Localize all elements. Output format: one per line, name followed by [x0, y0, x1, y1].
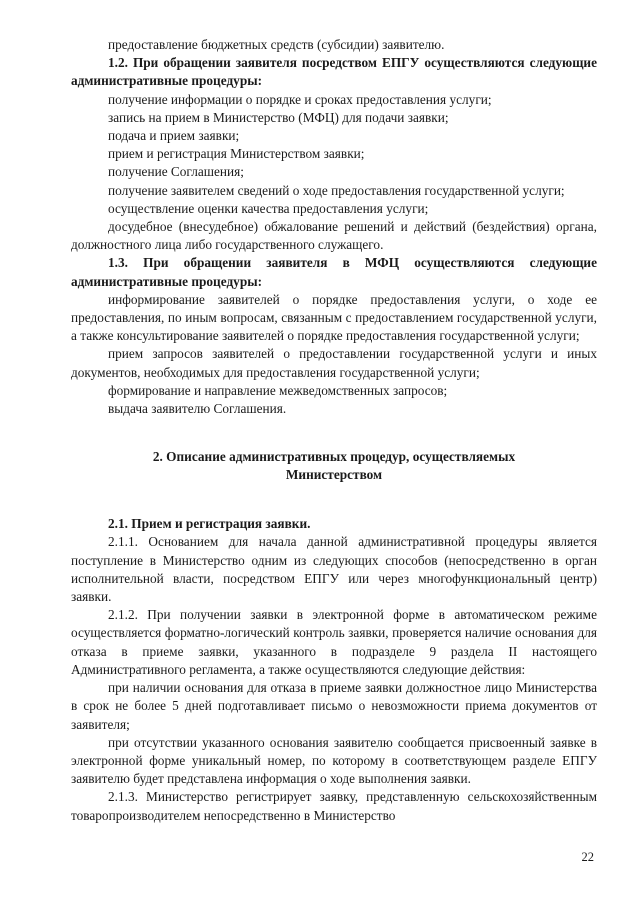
list-item: прием запросов заявителей о предоставлении государственной услуги и иных документов, необходимых для предоставления государственной услуги; — [71, 346, 597, 380]
section-heading: 2. Описание административных процедур, осуществляемых Министерством — [152, 448, 516, 482]
list-item: выдача заявителю Соглашения. — [108, 401, 287, 417]
paragraph: 2.1.1. Основанием для начала данной административной процедуры является поступление в Министерство одним из следующих способов (непосредственно в орган исполнительной власти, посредством ЕПГУ или через многофункциональный центр) заявки. — [71, 534, 597, 605]
list-item: получение Соглашения; — [108, 164, 244, 180]
subsection-heading: 2.1. Прием и регистрация заявки. — [108, 516, 311, 532]
list-item: осуществление оценки качества предоставления услуги; — [108, 200, 429, 216]
page-number: 22 — [581, 850, 594, 864]
list-item: запись на прием в Министерство (МФЦ) для подачи заявки; — [108, 109, 449, 125]
list-item: информирование заявителей о порядке предоставления услуги, о ходе ее предоставления, по иным вопросам, связанным с предоставлением государственной услуги, а также консультирование заявителей о порядке предоставления государственной услуги; — [71, 291, 597, 344]
list-item: получение заявителем сведений о ходе предоставления государственной услуги; — [108, 182, 565, 198]
paragraph: при отсутствии указанного основания заявителю сообщается присвоенный заявке в электронной форме уникальный номер, по которому в соответствующем разделе ЕПГУ заявителю будет представлена информация о ходе выполнения заявки. — [71, 734, 597, 787]
list-item: формирование и направление межведомственных запросов; — [108, 382, 448, 398]
clause-heading: 1.2. При обращении заявителя посредством ЕПГУ осуществляются следующие административные процедуры: — [71, 55, 597, 89]
paragraph: 2.1.2. При получении заявки в электронной форме в автоматическом режиме осуществляется форматно-логический контроль заявки, проверяется наличие основания для отказа в приеме заявки, указанного в подразделе 9 раздела II настоящего Административного регламента, а также осуществляются следующие действия: — [71, 607, 597, 677]
paragraph: 2.1.3. Министерство регистрирует заявку, представленную сельскохозяйственным товаропроизводителем непосредственно в Министерство — [71, 789, 597, 823]
list-item: досудебное (внесудебное) обжалование решений и действий (бездействия) органа, должностного лица либо государственного служащего. — [71, 219, 597, 253]
list-item: получение информации о порядке и сроках предоставления услуги; — [108, 91, 492, 107]
paragraph: при наличии основания для отказа в приеме заявки должностное лицо Министерства в срок не более 5 дней подготавливает письмо о невозможности приема документов от заявителя; — [71, 680, 597, 732]
document-page — [71, 36, 597, 825]
list-item: прием и регистрация Министерством заявки; — [108, 146, 365, 162]
clause-heading: 1.3. При обращении заявителя в МФЦ осуществляются следующие административные процедуры: — [71, 255, 597, 289]
paragraph: предоставление бюджетных средств (субсидии) заявителю. — [108, 37, 445, 52]
list-item: подача и прием заявки; — [108, 128, 240, 144]
